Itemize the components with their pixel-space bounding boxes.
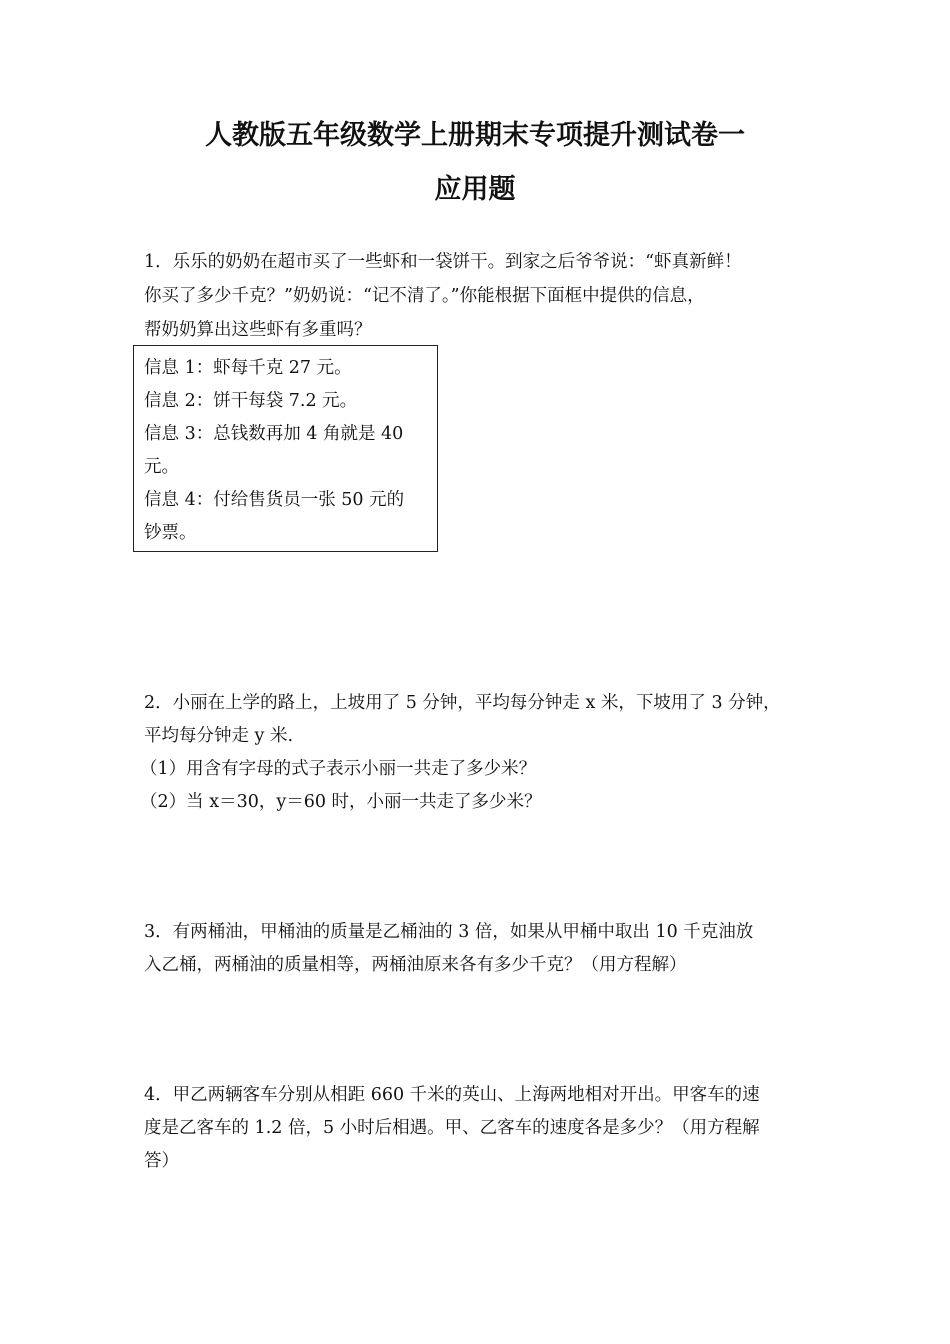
info-box xyxy=(133,345,438,552)
page-title: 人教版五年级数学上册期末专项提升测试卷一 xyxy=(205,120,745,151)
question-2-sub-2: （2）当 x＝30，y＝60 时，小丽一共走了多少米？ xyxy=(140,792,542,812)
question-4-line-2: 度是乙客车的 1.2 倍，5 小时后相遇。甲、乙客车的速度各是多少？（用方程解 xyxy=(144,1118,760,1138)
question-2-sub-1: （1）用含有字母的式子表示小丽一共走了多少米？ xyxy=(140,759,537,779)
question-2-line-2: 平均每分钟走 y 米. xyxy=(144,726,294,746)
info-line-4: 元。 xyxy=(144,457,179,477)
question-1-line-3: 帮奶奶算出这些虾有多重吗？ xyxy=(144,320,372,340)
question-1-line-2: 你买了多少千克？”奶奶说：“记不清了。”你能根据下面框中提供的信息， xyxy=(144,286,705,306)
info-line-1: 信息 1：虾每千克 27 元。 xyxy=(144,358,352,378)
question-3-line-1: 3．有两桶油，甲桶油的质量是乙桶油的 3 倍，如果从甲桶中取出 10 千克油放 xyxy=(144,922,754,942)
info-line-6: 钞票。 xyxy=(144,523,197,543)
question-4-line-1: 4．甲乙两辆客车分别从相距 660 千米的英山、上海两地相对开出。甲客车的速 xyxy=(144,1085,760,1105)
info-line-2: 信息 2：饼干每袋 7.2 元。 xyxy=(144,391,358,411)
question-2-line-1: 2．小丽在上学的路上，上坡用了 5 分钟，平均每分钟走 x 米，下坡用了 3 分钟， xyxy=(144,693,781,713)
page-subtitle: 应用题 xyxy=(434,174,516,205)
question-3-line-2: 入乙桶，两桶油的质量相等，两桶油原来各有多少千克？（用方程解） xyxy=(144,955,687,975)
question-1-line-1: 1．乐乐的奶奶在超市买了一些虾和一袋饼干。到家之后爷爷说：“虾真新鲜！ xyxy=(144,252,742,272)
question-4-line-3: 答） xyxy=(144,1151,179,1171)
info-line-5: 信息 4：付给售货员一张 50 元的 xyxy=(144,490,405,510)
info-line-3: 信息 3：总钱数再加 4 角就是 40 xyxy=(144,424,404,444)
